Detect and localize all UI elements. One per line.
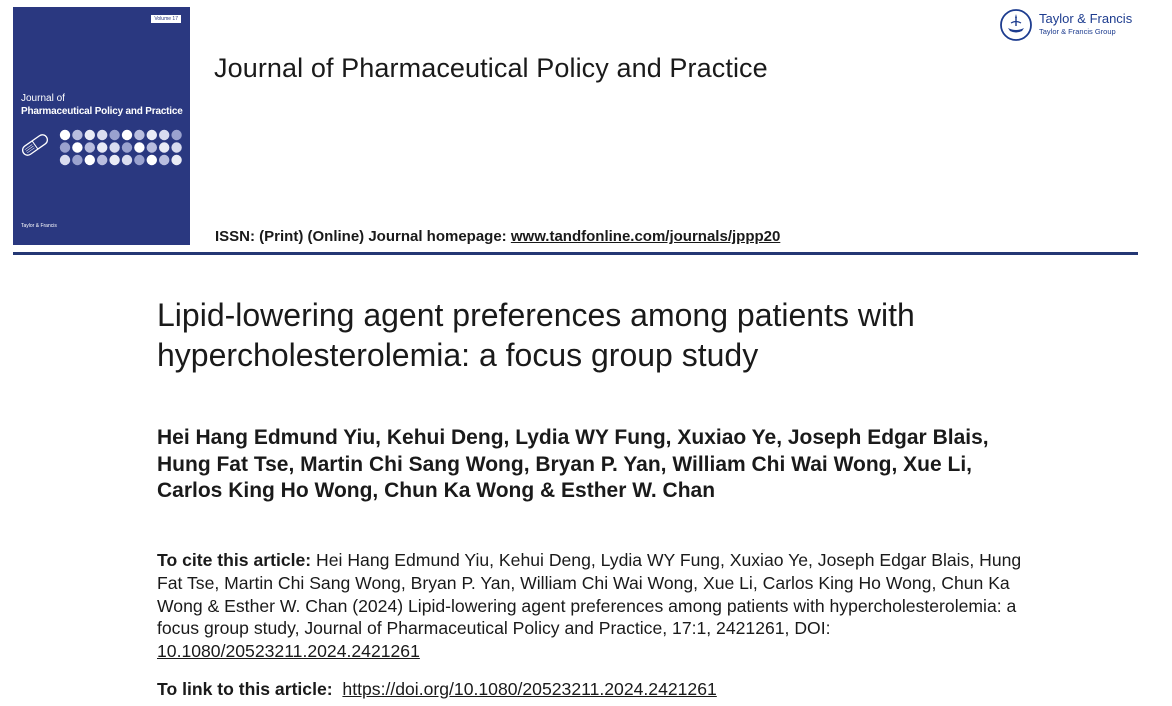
journal-cover-image xyxy=(13,7,190,245)
cover-dot xyxy=(122,155,132,165)
cover-dot xyxy=(109,130,119,140)
cover-dot xyxy=(60,130,70,140)
cover-dot xyxy=(147,155,157,165)
cover-dot xyxy=(97,130,107,140)
cover-dot xyxy=(72,130,82,140)
article-title: Lipid-lowering agent preferences among patients with hypercholesterolemia: a focus group study xyxy=(157,297,915,373)
citation-doi-link[interactable]: 10.1080/20523211.2024.2421261 xyxy=(157,641,420,662)
cover-dot-pattern xyxy=(59,129,187,169)
cover-dot xyxy=(171,142,181,152)
cover-dot xyxy=(171,155,181,165)
cover-dot xyxy=(60,155,70,165)
cover-dot xyxy=(171,130,181,140)
pill-capsule-icon xyxy=(19,133,51,157)
cover-dot xyxy=(122,142,132,152)
tf-emblem-icon xyxy=(999,8,1033,42)
article-authors: Hei Hang Edmund Yiu, Kehui Deng, Lydia WY Fung, Xuxiao Ye, Joseph Edgar Blais, Hung Fat Tse, Martin Chi Sang Wong, Bryan P. Yan, William Chi Wai Wong, Xue Li, Carlos King Ho Wong, Chun Ka Wong & Esther W. Chan xyxy=(157,426,989,502)
journal-title: Journal of Pharmaceutical Policy and Practice xyxy=(214,53,768,83)
cover-dot xyxy=(147,142,157,152)
cover-dot xyxy=(60,142,70,152)
citation-label: To cite this article: xyxy=(157,550,312,570)
cover-dot xyxy=(134,142,144,152)
issn-text: ISSN: (Print) (Online) Journal homepage: xyxy=(215,228,511,245)
cover-dot xyxy=(122,130,132,140)
cover-dot xyxy=(72,142,82,152)
cover-dot xyxy=(109,155,119,165)
cover-journal-name: Pharmaceutical Policy and Practice xyxy=(21,106,183,117)
citation-text: Hei Hang Edmund Yiu, Kehui Deng, Lydia WY Fung, Xuxiao Ye, Joseph Edgar Blais, Hung Fat Tse, Martin Chi Sang Wong, Bryan P. Yan, William Chi Wai Wong, Xue Li, Carlos King Ho Wong, Chun Ka Wong & Esther W. Chan (2024) Lipid-lowering agent preferences among patients with hypercholesterolemia: a focus group study, Journal of Pharmaceutical Policy and Practice, 17:1, 2421261, DOI: xyxy=(157,550,1022,639)
taylor-francis-logo[interactable] xyxy=(999,8,1149,42)
publisher-group: Taylor & Francis Group xyxy=(1039,27,1116,36)
cover-dot xyxy=(72,155,82,165)
cover-dot xyxy=(97,155,107,165)
journal-homepage-link[interactable]: www.tandfonline.com/journals/jppp20 xyxy=(510,228,781,245)
cover-dot xyxy=(159,142,169,152)
cover-dot xyxy=(85,155,95,165)
link-label: To link to this article: xyxy=(157,679,338,699)
cover-dot xyxy=(85,142,95,152)
cover-dot xyxy=(134,155,144,165)
header-divider xyxy=(13,252,1138,255)
cover-dot xyxy=(85,130,95,140)
citation-block xyxy=(157,549,1037,663)
cover-dot xyxy=(134,130,144,140)
cover-dot xyxy=(109,142,119,152)
cover-dot xyxy=(159,155,169,165)
cover-volume-badge: Volume 17 xyxy=(151,15,181,23)
publisher-name: Taylor & Francis xyxy=(1039,11,1133,26)
article-doi-url-link[interactable]: https://doi.org/10.1080/20523211.2024.2421261 xyxy=(342,679,717,699)
cover-publisher-text: Taylor & Francis xyxy=(21,223,57,229)
cover-journal-small: Journal of xyxy=(21,93,65,104)
cover-dot xyxy=(159,130,169,140)
article-link-line xyxy=(157,678,1037,700)
cover-dot xyxy=(147,130,157,140)
cover-dot xyxy=(97,142,107,152)
issn-line xyxy=(215,228,780,245)
